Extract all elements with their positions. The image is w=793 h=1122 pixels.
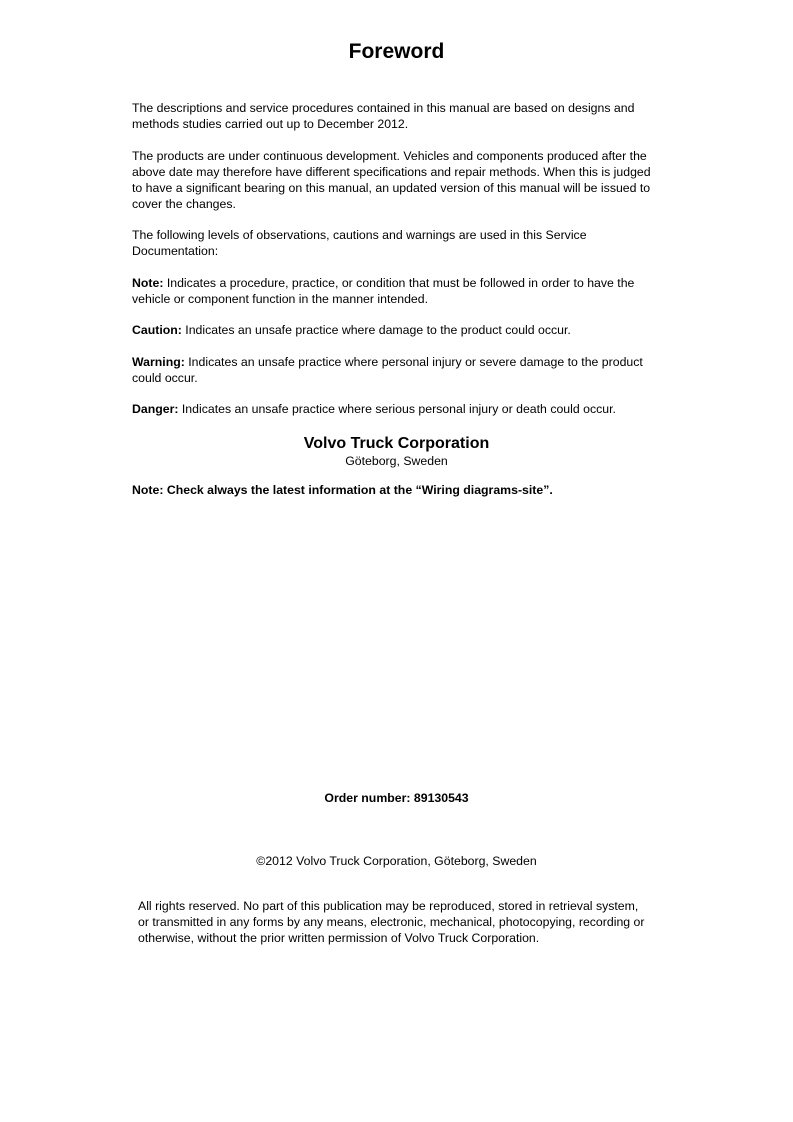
products-paragraph: The products are under continuous development. Vehicles and components produced after the above date may therefore have different specifications and repair methods. When this is judged to have a significant bearing on this manual, an updated version of this manual will be issued to cover the changes. xyxy=(132,148,651,211)
danger-text: Indicates an unsafe practice where serious personal injury or death could occur. xyxy=(178,402,616,416)
note-label: Note: xyxy=(132,275,164,290)
caution-text: Indicates an unsafe practice where damage to the product could occur. xyxy=(181,323,571,337)
rights-line: All rights reserved. No part of this publication may be reproduced, stored in retrieval system, xyxy=(138,899,639,913)
rights-line: otherwise, without the prior written permission of Volvo Truck Corporation. xyxy=(138,931,540,945)
danger-definition xyxy=(132,401,662,417)
note-definition xyxy=(132,275,662,307)
intro-paragraph: The descriptions and service procedures contained in this manual are based on designs and methods studies carried out up to December 2012. xyxy=(132,101,635,131)
note-text: Indicates a procedure, practice, or condition that must be followed in order to have the vehicle or component function in the manner intended. xyxy=(132,275,635,306)
levels-paragraph: The following levels of observations, cautions and warnings are used in this Service Documentation: xyxy=(132,228,587,258)
company-city: Göteborg, Sweden xyxy=(345,454,448,468)
foreword-body xyxy=(132,100,662,433)
warning-label: Warning: xyxy=(132,354,185,369)
caution-definition xyxy=(132,322,662,338)
caution-label: Caution: xyxy=(132,323,182,337)
rights-line: or transmitted in any forms by any means, electronic, mechanical, photocopying, recording or xyxy=(138,915,645,929)
danger-label: Danger: xyxy=(132,402,179,416)
warning-text: Indicates an unsafe practice where personal injury or severe damage to the product could occur. xyxy=(132,354,643,385)
page-title: Foreword xyxy=(348,40,445,63)
rights-reserved-notice xyxy=(138,898,668,946)
warning-definition xyxy=(132,354,662,386)
copyright-line: ©2012 Volvo Truck Corporation, Göteborg, Sweden xyxy=(256,854,537,868)
company-name: Volvo Truck Corporation xyxy=(303,435,490,452)
wiring-diagrams-note: Note: Check always the latest information at the “Wiring diagrams-site”. xyxy=(132,483,553,497)
company-block xyxy=(0,434,793,469)
order-number: Order number: 89130543 xyxy=(324,791,469,805)
